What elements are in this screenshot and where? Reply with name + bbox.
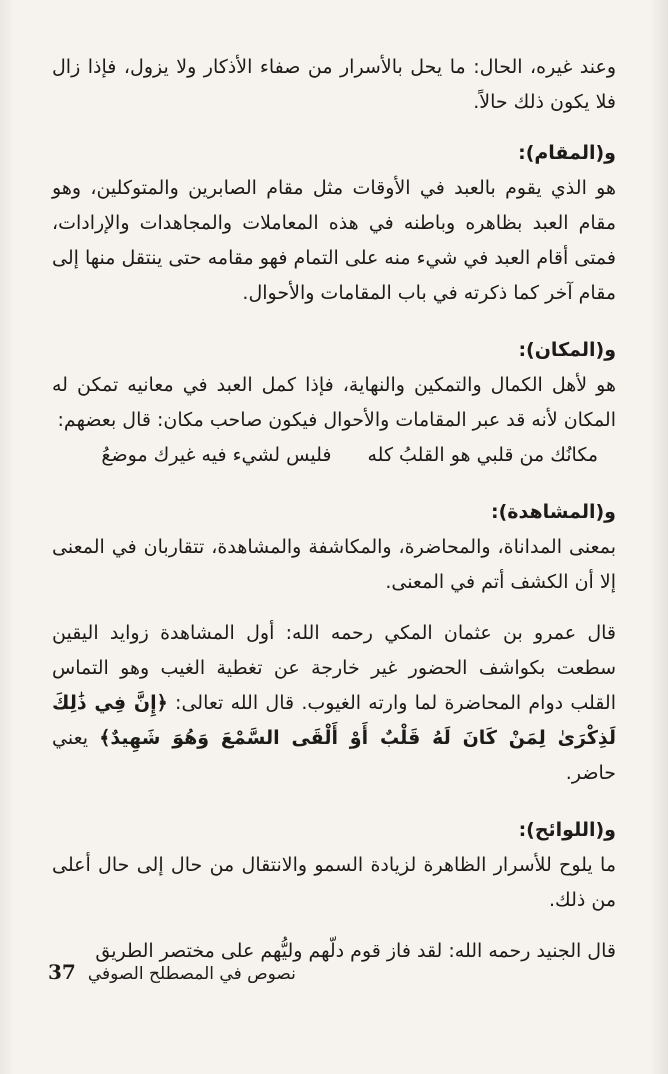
paragraph-hal-continued: وعند غيره، الحال: ما يحل بالأسرار من صفاء الأذكار ولا يزول، فإذا زال فلا يكون ذلك حالاً. xyxy=(52,56,616,113)
spacer xyxy=(52,791,616,813)
paragraph-amr-ibn-uthman xyxy=(52,616,616,791)
running-title: نصوص في المصطلح الصوفي xyxy=(87,964,296,984)
page-footer xyxy=(48,960,296,984)
poem-second-hemistich: فليس لشيء فيه غيرك موضعُ xyxy=(101,444,332,466)
heading-mushahada: و(المشاهدة): xyxy=(491,501,616,523)
quran-verse: ﴿إِنَّ فِي ذَٰلِكَ لَذِكْرَىٰ لِمَنْ كَانَ لَهُ قَلْبٌ أَوْ أَلْقَى السَّمْعَ وَهُوَ شَهِيدٌ﴾ xyxy=(52,692,616,749)
heading-makan: و(المكان): xyxy=(518,339,616,361)
spacer xyxy=(52,918,616,934)
spacer xyxy=(52,120,616,136)
heading-maqam: و(المقام): xyxy=(518,142,616,164)
paragraph-makan: هو لأهل الكمال والتمكين والنهاية، فإذا كمل العبد في معانيه تمكن له المكان لأنه قد عبر المقامات والأحوال فيكون صاحب مكان: قال بعضهم: xyxy=(52,374,616,431)
paragraph-maqam: هو الذي يقوم بالعبد في الأوقات مثل مقام الصابرين والمتوكلين، وهو مقام العبد بظاهره وباطنه في هذه المعاملات والمجاهدات والإرادات، فمتى أقام العبد في شيء منه على التمام فهو مقامه حتى ينتقل منها إلى مقام آخر كما ذكرته في باب المقامات والأحوال. xyxy=(52,177,616,304)
heading-lawaih: و(اللوائح): xyxy=(518,819,616,841)
paragraph-junayd: قال الجنيد رحمه الله: لقد فاز قوم دلّهم وليُّهم على مختصر الطريق xyxy=(95,940,616,962)
spacer xyxy=(52,311,616,333)
quote-text: قال عمرو بن عثمان المكي رحمه الله: أول المشاهدة زوايد اليقين سطعت بكواشف الحضور غير خارجة عن تغطية الغيب وهو التماس القلب دوام المحاضرة لما وارته الغيوب. قال الله تعالى: xyxy=(52,622,616,714)
quote-ending: يعني حاضر. xyxy=(52,727,616,784)
poem-first-hemistich: مكانُك من قلبي هو القلبُ كله xyxy=(367,444,598,466)
paragraph-mushahada: بمعنى المداناة، والمحاضرة، والمكاشفة والمشاهدة، تتقاربان في المعنى إلا أن الكشف أتم في المعنى. xyxy=(52,536,616,593)
paragraph-lawaih: ما يلوح للأسرار الظاهرة لزيادة السمو والانتقال من حال إلى حال أعلى من ذلك. xyxy=(52,854,616,911)
spacer xyxy=(52,473,616,495)
poem-verse xyxy=(52,438,616,473)
page-number: 37 xyxy=(48,960,76,984)
spacer xyxy=(52,600,616,616)
